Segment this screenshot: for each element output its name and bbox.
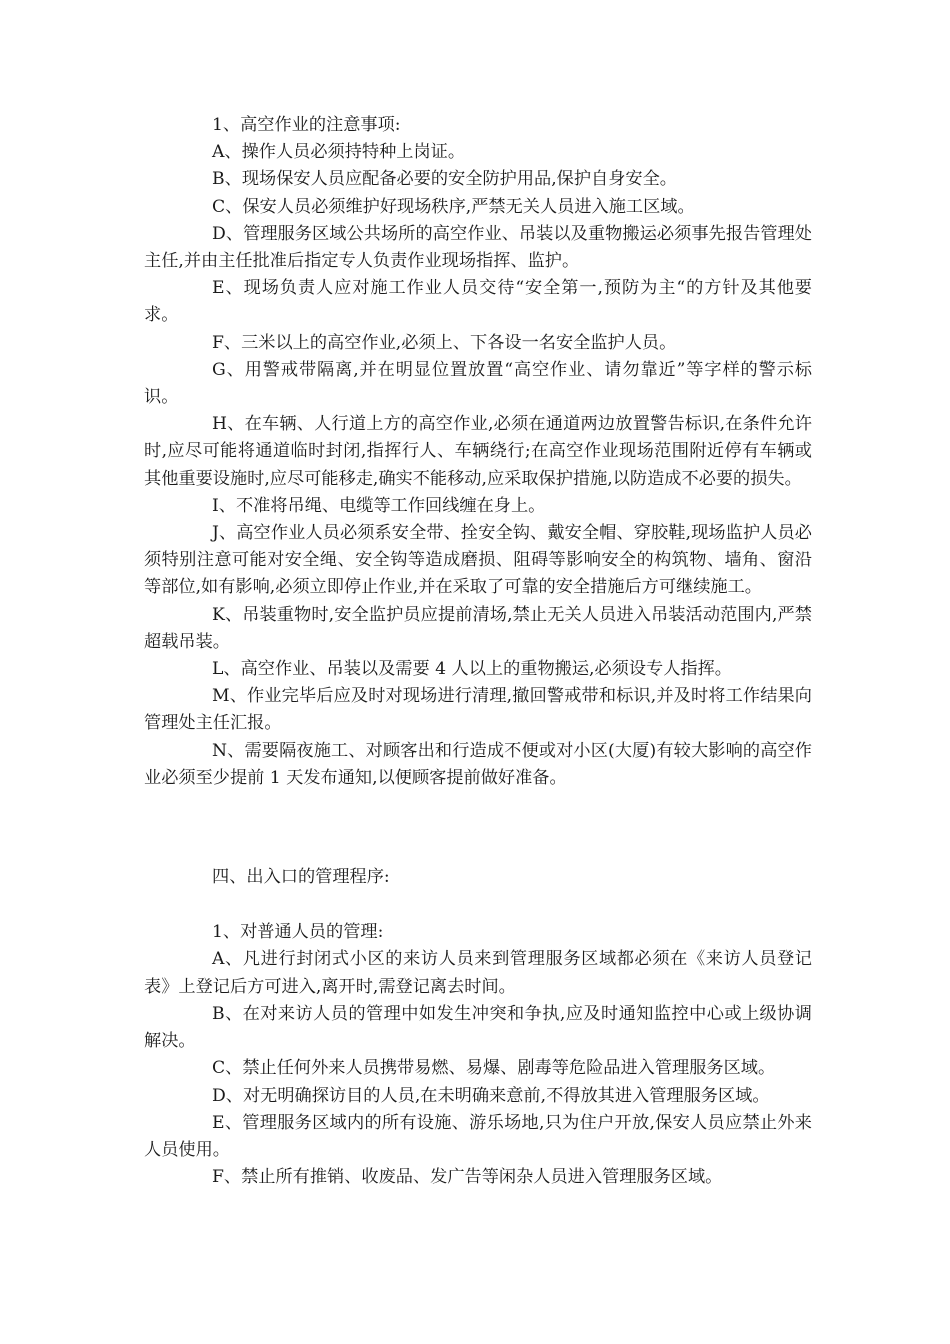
item-c: C、保安人员必须维护好现场秩序,严禁无关人员进入施工区域。: [212, 196, 695, 217]
subsection-heading: 1、对普通人员的管理:: [212, 922, 384, 943]
visitor-item-b: B、在对来访人员的管理中如发生冲突和争执,应及时通知监控中心或上级协调解决。: [144, 1003, 812, 1052]
item-e: E、现场负责人应对施工作业人员交待“安全第一,预防为主“的方针及其他要求。: [144, 278, 812, 326]
visitor-item-f: F、禁止所有推销、收废品、发广告等闲杂人员进入管理服务区域。: [212, 1167, 723, 1188]
document-page: [144, 112, 812, 1191]
item-n: N、需要隔夜施工、对顾客出和行造成不便或对小区(大厦)有较大影响的高空作业必须至少提前 1 天发布通知,以便顾客提前做好准备。: [144, 740, 812, 788]
item-j: J、高空作业人员必须系安全带、拴安全钩、戴安全帽、穿胶鞋,现场监护人员必须特别注意可能对安全绳、安全钩等造成磨损、阻碍等影响安全的构筑物、墙角、窗沿等部位,如有影响,必须立即停止作业,并在采取了可靠的安全措施后方可继续施工。: [144, 523, 812, 598]
item-f: F、三米以上的高空作业,必须上、下各设一名安全监护人员。: [212, 332, 677, 353]
section-spacer: [144, 792, 812, 864]
item-g: G、用警戒带隔离,并在明显位置放置“高空作业、请勿靠近”等字样的警示标识。: [144, 359, 812, 408]
item-a: A、操作人员必须持特种上岗证。: [212, 142, 466, 163]
item-m: M、作业完毕后应及时对现场进行清理,撤回警戒带和标识,并及时将工作结果向管理处主任汇报。: [144, 686, 812, 734]
item-h: H、在车辆、人行道上方的高空作业,必须在通道两边放置警告标识,在条件允许时,应尽可能将通道临时封闭,指挥行人、车辆绕行;在高空作业现场范围附近停有车辆或其他重要设施时,应尽可能移走,确实不能移动,应采取保护措施,以防造成不必要的损失。: [144, 414, 812, 489]
item-b: B、现场保安人员应配备必要的安全防护用品,保护自身安全。: [212, 169, 677, 190]
item-i: I、不准将吊绳、电缆等工作回线缠在身上。: [212, 495, 546, 516]
item-l: L、高空作业、吊装以及需要 4 人以上的重物搬运,必须设专人指挥。: [212, 659, 732, 680]
item-d: D、管理服务区域公共场所的高空作业、吊装以及重物搬运必须事先报告管理处主任,并由主任批准后指定专人负责作业现场指挥、监护。: [144, 223, 812, 272]
heading-spacer: [144, 891, 812, 919]
section-heading: 四、出入口的管理程序:: [212, 867, 390, 888]
item-k: K、吊装重物时,安全监护员应提前清场,禁止无关人员进入吊装活动范围内,严禁超载吊装。: [144, 604, 812, 652]
visitor-item-e: E、管理服务区域内的所有设施、游乐场地,只为住户开放,保安人员应禁止外来人员使用。: [144, 1112, 812, 1160]
visitor-item-c: C、禁止任何外来人员携带易燃、易爆、剧毒等危险品进入管理服务区域。: [212, 1058, 776, 1079]
item-1-heading: 1、高空作业的注意事项:: [212, 115, 401, 135]
visitor-item-a: A、凡进行封闭式小区的来访人员来到管理服务区域都必须在《来访人员登记表》上登记后方可进入,离开时,需登记离去时间。: [144, 949, 812, 997]
visitor-item-d: D、对无明确探访目的人员,在未明确来意前,不得放其进入管理服务区域。: [212, 1085, 770, 1106]
